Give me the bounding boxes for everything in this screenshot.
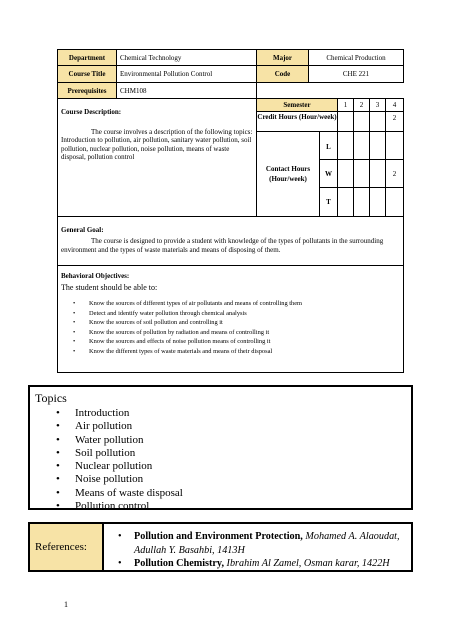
credit-hours-value: 2 (385, 111, 404, 132)
reference-title: Pollution and Environment Protection, (134, 531, 303, 542)
major-label: Major (256, 49, 309, 66)
W-cell-1 (337, 159, 354, 188)
semester-2: 2 (353, 98, 370, 112)
T-cell-1 (337, 187, 354, 217)
row-letter-W: W (319, 159, 338, 188)
reference-authors: Ibrahim Al Zamel, Osman karar, 1422H (224, 558, 390, 569)
credit-cell-1 (337, 111, 354, 132)
T-cell-4 (385, 187, 404, 217)
T-cell-3 (369, 187, 386, 217)
list-item: • Introduction (75, 407, 406, 420)
prerequisites-label: Prerequisites (57, 82, 117, 99)
semester-4: 4 (385, 98, 404, 112)
major-value: Chemical Production (308, 49, 404, 66)
row-letter-T: T (319, 187, 338, 217)
W-cell-3 (369, 159, 386, 188)
W-cell-2 (353, 159, 370, 188)
topics-heading: Topics (35, 391, 67, 405)
list-item: • Know the sources of different types of air pollutants and means of controlling them (89, 299, 400, 309)
topics-list (35, 407, 406, 513)
list-item: • Air pollution (75, 420, 406, 433)
semester-3: 3 (369, 98, 386, 112)
behavioral-objectives-intro: The student should be able to: (61, 283, 158, 292)
list-item: • Detect and identify water pollution through chemical analysis (89, 309, 400, 319)
list-item: • Know the sources and effects of noise pollution means of controlling it (89, 337, 400, 347)
list-item: • Nuclear pollution (75, 460, 406, 473)
general-goal-text: The course is designed to provide a student with knowledge of the types of pollutants in the surrounding environment and the types of waste materials and means of disposing of them. (61, 237, 384, 254)
references-label-cell (28, 522, 104, 572)
L-cell-2 (353, 131, 370, 160)
course-description-box (57, 98, 257, 217)
contact-hours-value: 2 (385, 159, 404, 188)
behavioral-objectives-box (57, 265, 404, 373)
contact-hours-label: Contact Hours (Hour/week) (265, 165, 311, 183)
L-cell-4 (385, 131, 404, 160)
course-description-heading: Course Description: (61, 108, 122, 116)
semester-label: Semester (256, 98, 338, 112)
list-item: • Noise pollution (75, 473, 406, 486)
department-label: Department (57, 49, 117, 66)
reference-authors: Mohamed A. Alaoudat, Adullah Y. Basahbi, 1413H (134, 531, 400, 556)
credit-hours-label: Credit Hours (Hour/week) (256, 111, 338, 132)
course-title-value: Environmental Pollution Control (116, 65, 257, 83)
list-item: • Know the different types of waste materials and means of their disposal (89, 347, 400, 357)
list-item: • Means of waste disposal (75, 487, 406, 500)
credit-cell-2 (353, 111, 370, 132)
list-item: • Know the sources of pollution by radiation and means of controlling it (89, 328, 400, 338)
prerequisites-value: CHM108 (116, 82, 257, 99)
list-item: • Soil pollution (75, 447, 406, 460)
behavioral-objectives-heading: Behavioral Objectives: (61, 272, 130, 280)
topics-box (28, 385, 413, 513)
semester-1: 1 (337, 98, 354, 112)
L-cell-3 (369, 131, 386, 160)
course-description-text: The course involves a description of the following topics: Introduction to pollution, air pollution, sanitary water pollution, soil pollution, nuclear pollution, noise pollution, means of waste disposal, pollution control (61, 128, 253, 161)
department-value: Chemical Technology (116, 49, 257, 66)
credit-cell-3 (369, 111, 386, 132)
general-goal-heading: General Goal: (61, 226, 104, 234)
list-item: • Water pollution (75, 434, 406, 447)
reference-item (134, 530, 407, 557)
row-letter-L: L (319, 131, 338, 160)
list-item: • Know the sources of soil pollution and controlling it (89, 318, 400, 328)
general-goal-box (57, 216, 404, 266)
references-list-cell (102, 522, 413, 572)
code-label: Code (256, 65, 309, 83)
reference-title: Pollution Chemistry, (134, 558, 224, 569)
reference-item (134, 557, 407, 571)
references-list (108, 530, 407, 571)
code-value: CHE 221 (308, 65, 404, 83)
L-cell-1 (337, 131, 354, 160)
objectives-list (61, 299, 400, 357)
course-title-label: Course Title (57, 65, 117, 83)
T-cell-2 (353, 187, 370, 217)
page-number: 1 (64, 600, 68, 609)
list-item: • Pollution control (75, 500, 406, 513)
references-label: References: (35, 541, 87, 553)
